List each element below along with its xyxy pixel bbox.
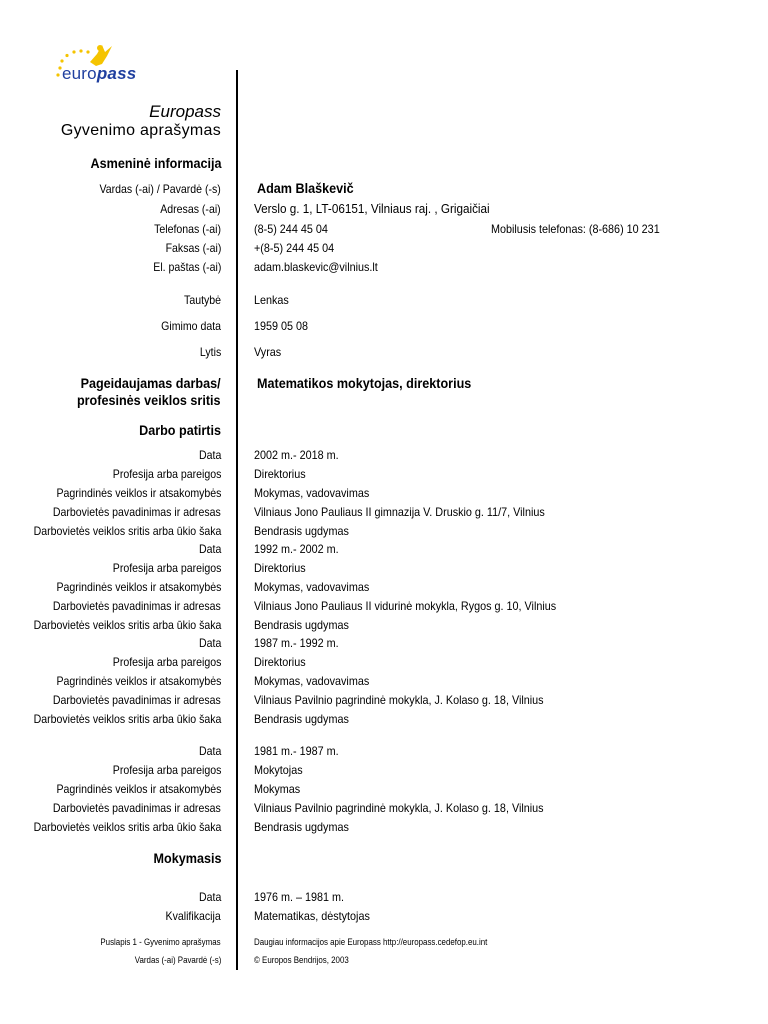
experience-position-label: Profesija arba pareigos xyxy=(112,467,221,481)
experience-date-label: Data xyxy=(198,744,221,758)
experience-sector-label: Darbovietės veiklos sritis arba ūkio šaka xyxy=(33,820,221,834)
experience-activities-value: Mokymas, vadovavimas xyxy=(254,486,370,500)
experience-position-value: Direktorius xyxy=(254,561,306,575)
birth-date-label: Gimimo data xyxy=(161,319,221,333)
experience-employer-label: Darbovietės pavadinimas ir adresas xyxy=(53,693,221,707)
experience-sector-value: Bendrasis ugdymas xyxy=(254,712,349,726)
experience-employer-value: Vilniaus Pavilnio pagrindinė mokykla, J. Kolaso g. 18, Vilnius xyxy=(254,693,544,707)
experience-date-label: Data xyxy=(198,448,221,462)
address-value: Verslo g. 1, LT-06151, Vilniaus raj. , Grigaičiai xyxy=(254,201,490,216)
desired-job-label-1: Pageidaujamas darbas/ xyxy=(80,375,221,391)
mobile-value: Mobilusis telefonas: (8-686) 10 231 xyxy=(491,222,660,236)
header-cv-title: Gyvenimo aprašymas xyxy=(60,122,221,139)
experience-employer-value: Vilniaus Jono Pauliaus II gimnazija V. Druskio g. 11/7, Vilnius xyxy=(254,505,545,519)
nationality-label: Tautybė xyxy=(184,293,221,307)
experience-activities-label: Pagrindinės veiklos ir atsakomybės xyxy=(56,486,221,500)
name-value: Adam Blaškevič xyxy=(257,180,354,196)
europass-logo-text: europass xyxy=(62,64,137,83)
qualification-value: Matematikas, dėstytojas xyxy=(254,909,370,923)
experience-sector-value: Bendrasis ugdymas xyxy=(254,820,349,834)
phone-label: Telefonas (-ai) xyxy=(154,222,221,236)
experience-date-value: 2002 m.- 2018 m. xyxy=(254,448,339,462)
column-divider xyxy=(236,70,238,970)
experience-sector-label: Darbovietės veiklos sritis arba ūkio šaka xyxy=(33,618,221,632)
experience-position-value: Direktorius xyxy=(254,467,306,481)
experience-activities-value: Mokymas, vadovavimas xyxy=(254,674,370,688)
experience-date-value: 1987 m.- 1992 m. xyxy=(254,636,339,650)
email-value: adam.blaskevic@vilnius.lt xyxy=(254,260,378,274)
experience-date-value: 1981 m.- 1987 m. xyxy=(254,744,339,758)
birth-date-value: 1959 05 08 xyxy=(254,319,309,333)
experience-employer-label: Darbovietės pavadinimas ir adresas xyxy=(53,505,221,519)
footer-name: Vardas (-ai) Pavardė (-s) xyxy=(134,955,221,965)
desired-job-label-2: profesinės veiklos sritis xyxy=(77,392,221,408)
experience-activities-label: Pagrindinės veiklos ir atsakomybės xyxy=(56,782,221,796)
name-label: Vardas (-ai) / Pavardė (-s) xyxy=(99,182,221,196)
experience-employer-value: Vilniaus Pavilnio pagrindinė mokykla, J. Kolaso g. 18, Vilnius xyxy=(254,801,544,815)
experience-activities-value: Mokymas, vadovavimas xyxy=(254,580,370,594)
desired-job-value: Matematikos mokytojas, direktorius xyxy=(257,375,472,391)
education-date-label: Data xyxy=(198,890,221,904)
section-personal-info: Asmeninė informacija xyxy=(90,155,221,171)
section-education: Mokymasis xyxy=(153,850,221,866)
experience-date-value: 1992 m.- 2002 m. xyxy=(254,542,339,556)
address-label: Adresas (-ai) xyxy=(160,202,221,216)
experience-sector-label: Darbovietės veiklos sritis arba ūkio šaka xyxy=(33,712,221,726)
nationality-value: Lenkas xyxy=(254,293,289,307)
experience-employer-value: Vilniaus Jono Pauliaus II vidurinė mokykla, Rygos g. 10, Vilnius xyxy=(254,599,557,613)
experience-position-value: Direktorius xyxy=(254,655,306,669)
experience-activities-label: Pagrindinės veiklos ir atsakomybės xyxy=(56,580,221,594)
experience-date-label: Data xyxy=(198,636,221,650)
experience-sector-value: Bendrasis ugdymas xyxy=(254,618,349,632)
footer-page: Puslapis 1 - Gyvenimo aprašymas xyxy=(100,937,221,947)
header-europass: Europass xyxy=(149,102,221,121)
experience-employer-label: Darbovietės pavadinimas ir adresas xyxy=(53,801,221,815)
experience-date-label: Data xyxy=(198,542,221,556)
fax-value: +(8-5) 244 45 04 xyxy=(254,241,335,255)
footer-copyright: © Europos Bendrijos, 2003 xyxy=(254,955,349,965)
experience-position-label: Profesija arba pareigos xyxy=(112,763,221,777)
fax-label: Faksas (-ai) xyxy=(165,241,221,255)
experience-activities-value: Mokymas xyxy=(254,782,301,796)
experience-position-label: Profesija arba pareigos xyxy=(112,655,221,669)
experience-employer-label: Darbovietės pavadinimas ir adresas xyxy=(53,599,221,613)
education-date-value: 1976 m. – 1981 m. xyxy=(254,890,345,904)
phone-value: (8-5) 244 45 04 xyxy=(254,222,328,236)
experience-position-label: Profesija arba pareigos xyxy=(112,561,221,575)
footer-more-info: Daugiau informacijos apie Europass http://europass.cedefop.eu.int xyxy=(254,937,488,947)
section-work-experience: Darbo patirtis xyxy=(139,422,221,438)
experience-sector-value: Bendrasis ugdymas xyxy=(254,524,349,538)
gender-label: Lytis xyxy=(199,345,221,359)
qualification-label: Kvalifikacija xyxy=(165,909,221,923)
experience-activities-label: Pagrindinės veiklos ir atsakomybės xyxy=(56,674,221,688)
experience-sector-label: Darbovietės veiklos sritis arba ūkio šaka xyxy=(33,524,221,538)
experience-position-value: Mokytojas xyxy=(254,763,303,777)
gender-value: Vyras xyxy=(254,345,282,359)
email-label: El. paštas (-ai) xyxy=(152,260,221,274)
